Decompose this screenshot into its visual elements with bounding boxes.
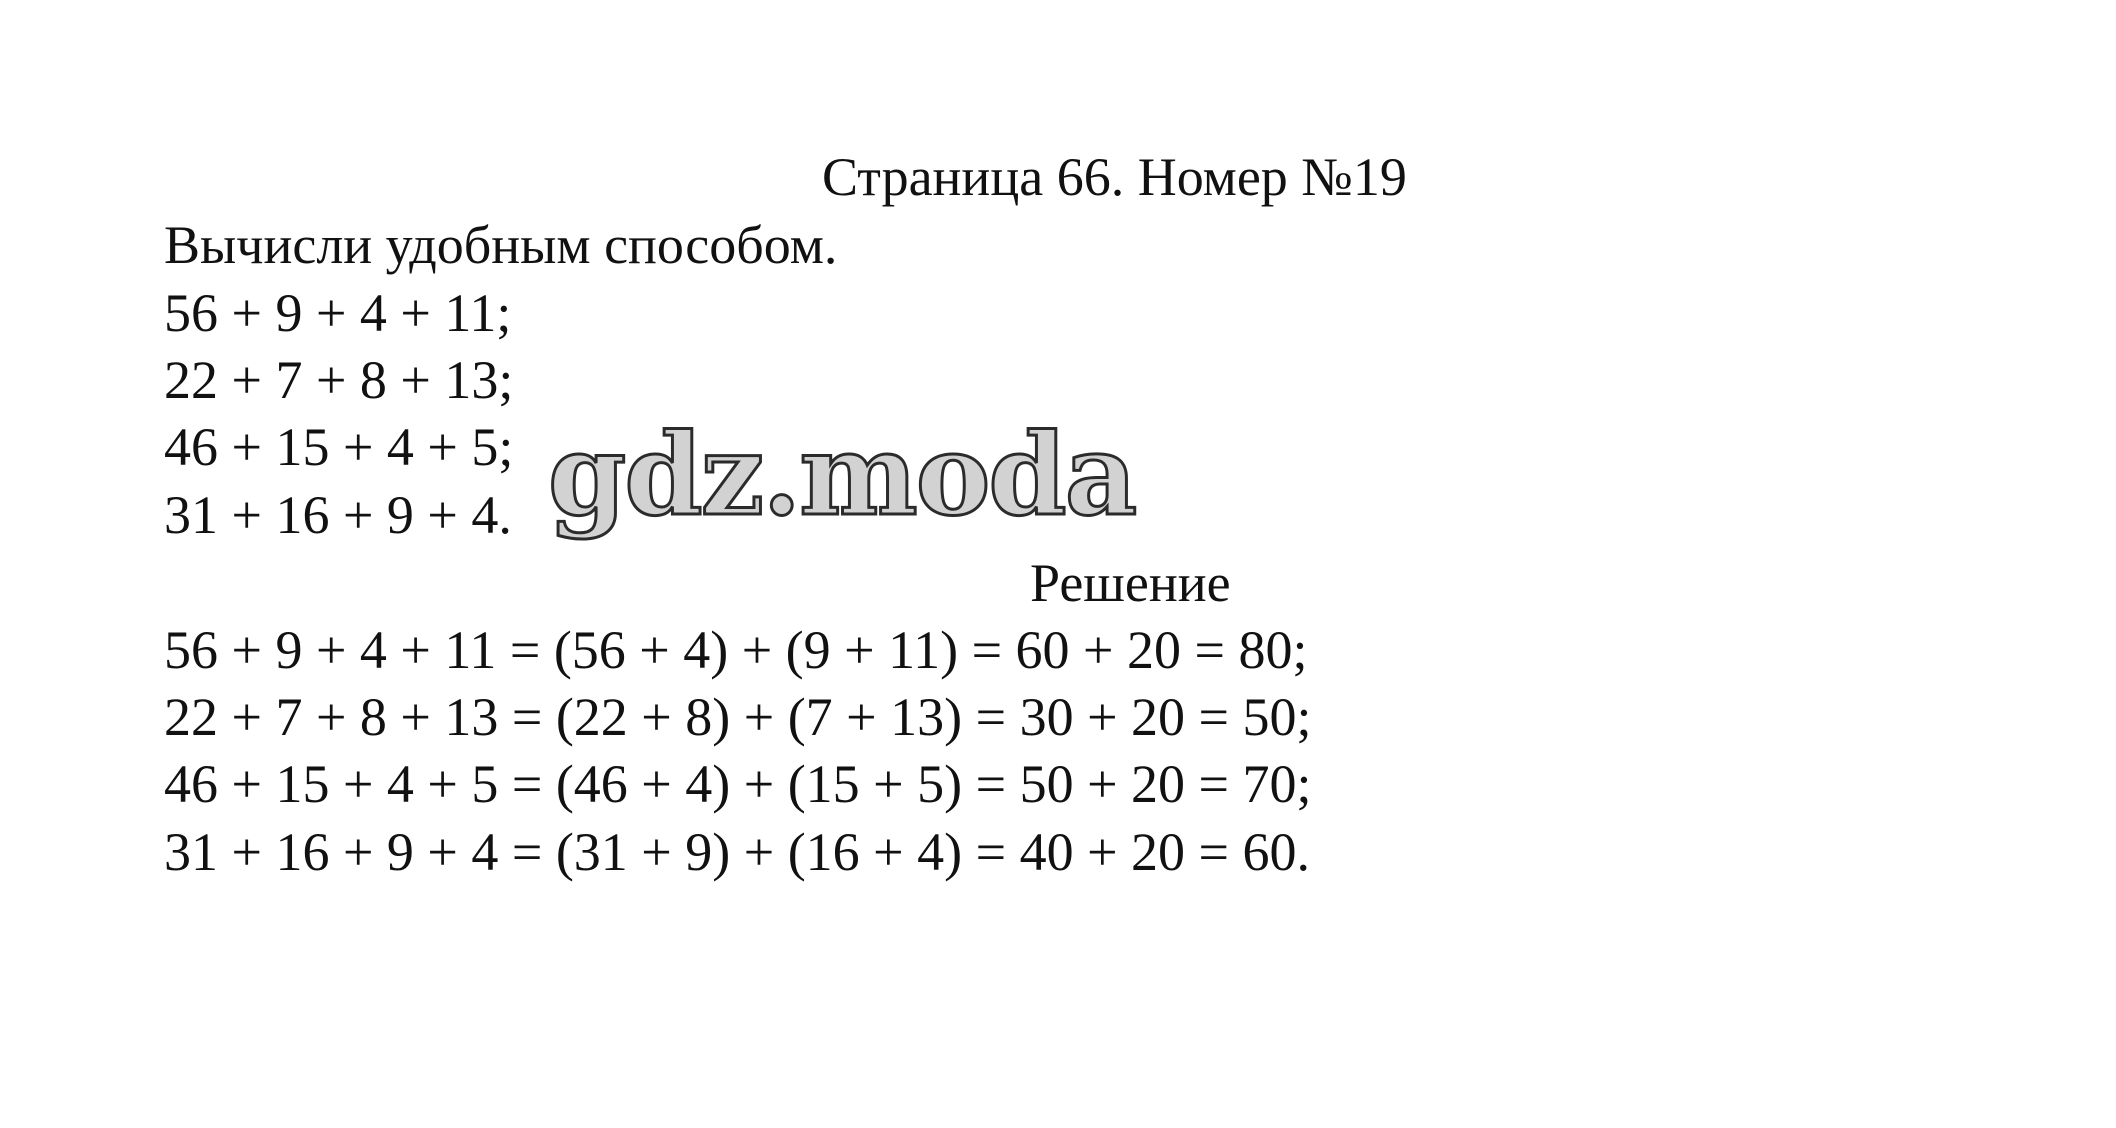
- solution-line-1: 56 + 9 + 4 + 11 = (56 + 4) + (9 + 11) = 60 + 20 = 80;: [164, 620, 1308, 680]
- solution-line-3: 46 + 15 + 4 + 5 = (46 + 4) + (15 + 5) = 50 + 20 = 70;: [164, 754, 1312, 814]
- task-expression-1: 56 + 9 + 4 + 11;: [164, 283, 512, 343]
- task-expression-4: 31 + 16 + 9 + 4.: [164, 485, 512, 545]
- page-title: Страница 66. Номер №19: [822, 147, 1407, 207]
- task-expression-2: 22 + 7 + 8 + 13;: [164, 350, 514, 410]
- solution-line-2: 22 + 7 + 8 + 13 = (22 + 8) + (7 + 13) = 30 + 20 = 50;: [164, 687, 1312, 747]
- task-expression-3: 46 + 15 + 4 + 5;: [164, 417, 514, 477]
- solution-heading: Решение: [1030, 553, 1231, 613]
- solution-line-4: 31 + 16 + 9 + 4 = (31 + 9) + (16 + 4) = 40 + 20 = 60.: [164, 822, 1310, 882]
- task-prompt: Вычисли удобным способом.: [164, 215, 838, 275]
- watermark-logo: gdz.moda: [548, 410, 1136, 541]
